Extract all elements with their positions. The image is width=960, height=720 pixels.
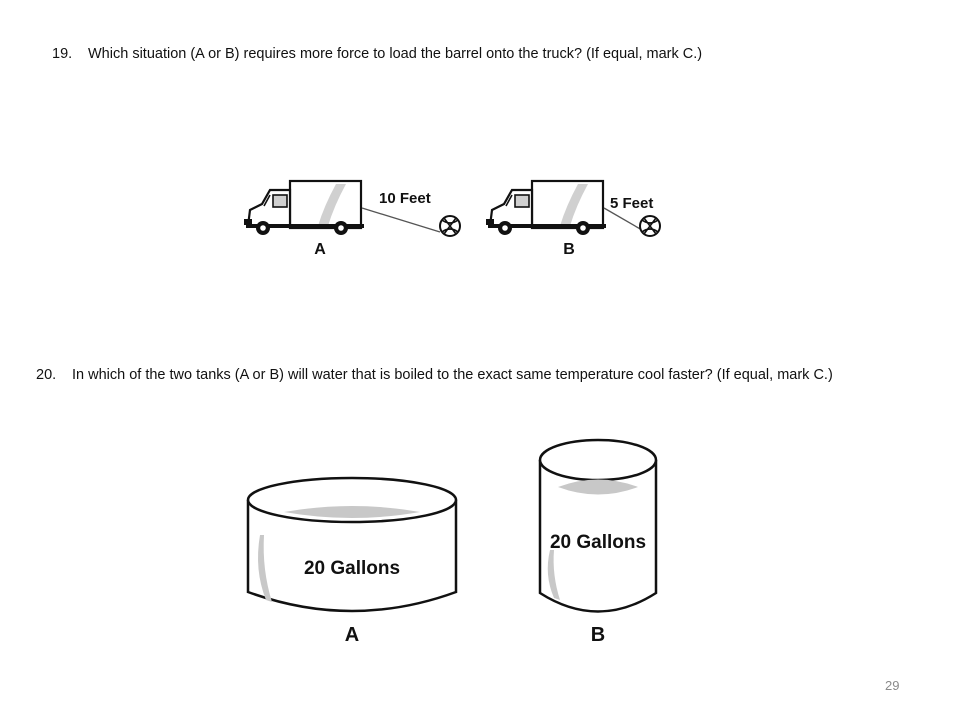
question-20-number: 20.: [36, 367, 57, 383]
tank-b-icon: [540, 440, 656, 612]
tanks-figure: [240, 430, 670, 655]
truck-ramp-illustration: [240, 170, 680, 260]
page-number: 29: [885, 678, 900, 693]
question-19: [52, 46, 702, 62]
tank-a-icon: [248, 478, 456, 611]
question-19-text: Which situation (A or B) requires more force to load the barrel onto the truck? (If equal, mark C.): [88, 46, 703, 62]
ramp-a-line: [362, 208, 440, 232]
question-20-text: In which of the two tanks (A or B) will water that is boiled to the exact same temperature cool faster? (If equal, mark C.): [72, 367, 833, 383]
truck-b-icon: [486, 181, 606, 235]
question-19-number: 19.: [52, 46, 73, 62]
situation-a-label: A: [314, 241, 326, 258]
barrel-a-icon: [440, 216, 460, 236]
truck-ramp-figure: [240, 170, 680, 265]
distance-b-label: 5 Feet: [610, 195, 654, 212]
tank-b-label: B: [590, 624, 606, 646]
situation-b-label: B: [563, 241, 575, 258]
tank-a-label: A: [344, 624, 360, 646]
tanks-illustration: [240, 430, 670, 650]
question-20: [36, 367, 833, 383]
distance-a-label: 10 Feet: [379, 190, 431, 207]
tank-b-volume-label: 20 Gallons: [549, 532, 647, 553]
barrel-b-icon: [640, 216, 660, 236]
tank-a-volume-label: 20 Gallons: [303, 558, 401, 579]
truck-a-icon: [244, 181, 364, 235]
